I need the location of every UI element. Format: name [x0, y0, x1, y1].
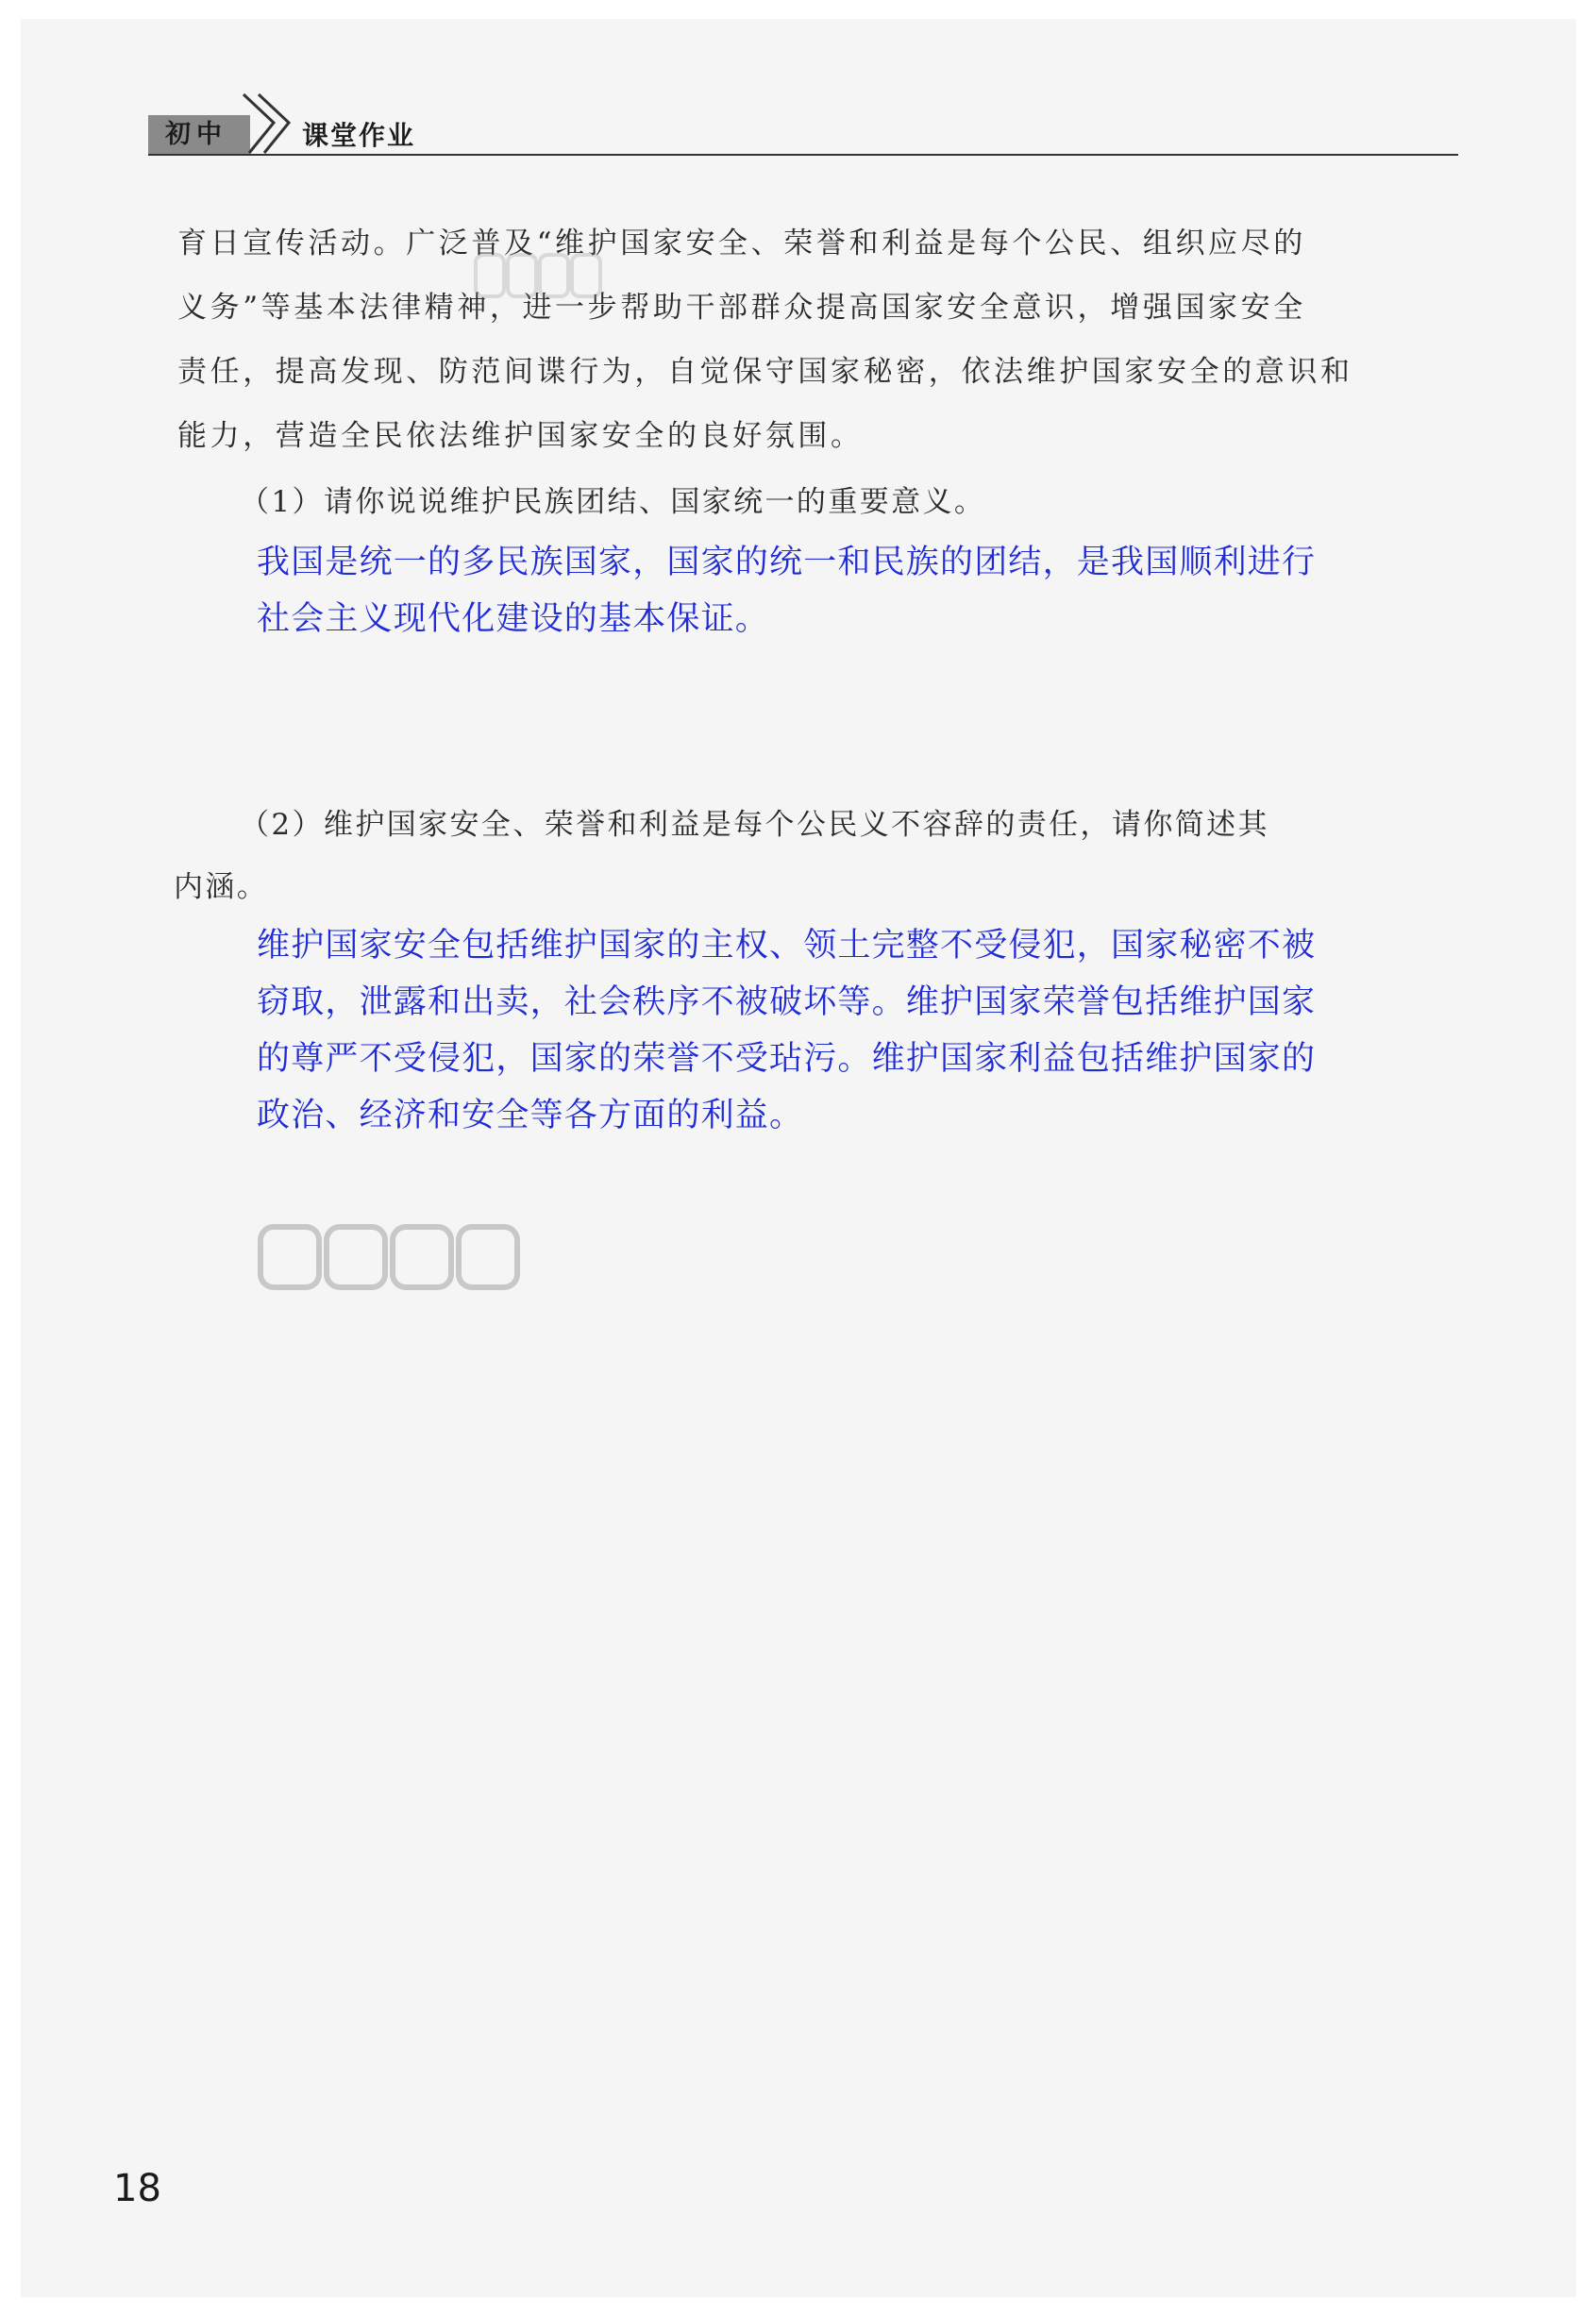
watermark-logo — [472, 247, 604, 304]
page-number: 18 — [113, 2167, 161, 2210]
passage-line: 义务”等基本法律精神，进一步帮助干部群众提高国家安全意识，增强国家安全 — [177, 291, 1306, 325]
answer-line: 社会主义现代化建设的基本保证。 — [257, 600, 770, 638]
level-tag: 初中 — [148, 115, 250, 155]
header-title: 课堂作业 — [302, 120, 416, 151]
passage-line: 育日宣传活动。广泛普及“维护国家安全、荣誉和利益是每个公民、组织应尽的 — [177, 227, 1306, 260]
answer-line: 的尊严不受侵犯，国家的荣誉不受玷污。维护国家利益包括维护国家的 — [257, 1040, 1317, 1078]
passage-line: 责任，提高发现、防范间谍行为，自觉保守国家秘密，依法维护国家安全的意识和 — [177, 355, 1353, 389]
question-text: 内涵。 — [174, 870, 269, 904]
answer-line: 窃取，泄露和出卖，社会秩序不被破坏等。维护国家荣誉包括维护国家 — [257, 983, 1317, 1021]
passage-line: 能力，营造全民依法维护国家安全的良好氛围。 — [177, 419, 864, 453]
double-chevron-icon — [236, 85, 302, 157]
answer-line: 我国是统一的多民族国家，国家的统一和民族的团结，是我国顺利进行 — [257, 544, 1317, 581]
answer-line: 政治、经济和安全等各方面的利益。 — [257, 1097, 804, 1134]
header-divider — [148, 154, 1458, 156]
watermark-logo — [255, 1219, 529, 1295]
question-text: （2）维护国家安全、荣誉和利益是每个公民义不容辞的责任，请你简述其 — [240, 808, 1269, 842]
answer-line: 维护国家安全包括维护国家的主权、领土完整不受侵犯，国家秘密不被 — [257, 927, 1317, 965]
question-text: （1）请你说说维护民族团结、国家统一的重要意义。 — [240, 485, 986, 519]
